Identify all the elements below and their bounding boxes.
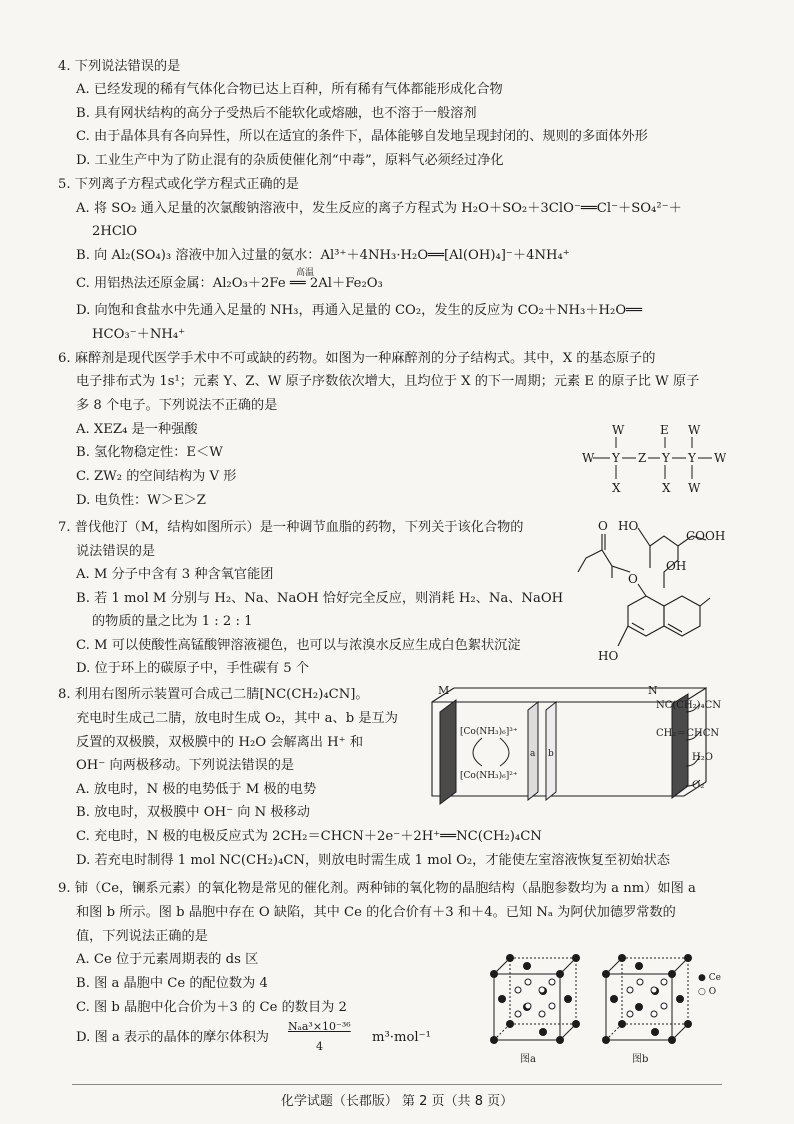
q5-option-b: B. 向 Al₂(SO₄)₃ 溶液中加入过量的氨水：Al³⁺＋4NH₃·H₂O══[Al(OH)₄]⁻＋4NH₄⁺ <box>76 248 570 263</box>
q6-option-c: C. ZW₂ 的空间结构为 V 形 <box>76 469 237 484</box>
atom-y-3: Y <box>688 451 696 465</box>
q4-option-d: D. 工业生产中为了防止混有的杂质使催化剂“中毒”，原料气必须经过净化 <box>76 153 504 168</box>
label-m: M <box>438 684 450 697</box>
q8-electrochemical-cell <box>424 682 744 812</box>
q9-crystal-cells <box>484 950 734 1068</box>
legend-ce: ● Ce <box>698 973 721 983</box>
label-o2: O₂ <box>692 780 705 791</box>
label-ho-top: HO <box>618 519 639 533</box>
q8-option-c: C. 充电时，N 极的电极反应式为 2CH₂＝CHCN＋2e⁻＋2H⁺══NC(CH₂)₄CN <box>76 829 542 844</box>
q8-stem-line4: OH⁻ 向两极移动。下列说法错误的是 <box>76 758 295 773</box>
q9-option-a: A. Ce 位于元素周期表的 ds 区 <box>76 952 259 967</box>
q8-option-a: A. 放电时，N 极的电势低于 M 极的电势 <box>76 782 317 797</box>
q4-option-a: A. 已经发现的稀有气体化合物已达上百种，所有稀有气体都能形成化合物 <box>76 82 503 97</box>
cycle-arrow-left <box>473 738 482 766</box>
cell-figure-a <box>490 954 580 1044</box>
q7-stem-line2: 说法错误的是 <box>76 544 156 559</box>
q6-structure-diagram <box>576 420 726 502</box>
q5-option-d-line2: HCO₃⁻＋NH₄⁺ <box>92 327 186 342</box>
legend-o: ○ O <box>698 987 717 997</box>
q9-option-d-denominator: 4 <box>316 1040 323 1053</box>
atom-w-top2: W <box>688 423 701 437</box>
label-ester-o: O <box>628 572 638 586</box>
atom-w-right: W <box>714 451 726 465</box>
q9-option-d-unit: m³·mol⁻¹ <box>372 1030 431 1045</box>
atom-y-1: Y <box>612 451 620 465</box>
q6-stem-line3: 多 8 个电子。下列说法不正确的是 <box>76 398 278 413</box>
q8-option-b: B. 放电时，双极膜中 OH⁻ 向 N 极移动 <box>76 805 310 820</box>
q9-stem-line3: 值，下列说法正确的是 <box>76 929 208 944</box>
atom-x-1: X <box>612 481 621 495</box>
q7-option-b-line2: 的物质的量之比为 1 : 2 : 1 <box>92 614 253 629</box>
q6-option-d: D. 电负性：W＞E＞Z <box>76 493 206 508</box>
q7-option-d: D. 位于环上的碳原子中，手性碳有 5 个 <box>76 661 310 676</box>
q9-option-d-numerator: Nₐa³×10⁻³⁶ <box>288 1020 351 1033</box>
q6-option-b: B. 氢化物稳定性：E＜W <box>76 445 223 460</box>
q4-stem: 4. 下列说法错误的是 <box>58 59 181 74</box>
q9-stem-line1: 9. 铈（Ce，镧系元素）的氧化物是常见的催化剂。两种铈的氧化物的晶胞结构（晶胞参数均为 a nm）如图 a <box>58 881 696 896</box>
label-n: N <box>648 684 658 697</box>
atom-z: Z <box>638 451 647 465</box>
label-adiponitrile: NC(CH₂)₄CN <box>656 700 721 711</box>
q5-option-a-line2: 2HClO <box>92 224 138 239</box>
atom-x-2: X <box>662 481 671 495</box>
q7-option-c: C. M 可以使酸性高锰酸钾溶液褪色，也可以与浓溴水反应生成白色絮状沉淀 <box>76 638 521 653</box>
caption-figure-b: 图b <box>632 1054 649 1065</box>
label-co2: [Co(NH₃)₆]²⁺ <box>460 771 518 781</box>
q8-stem-line1: 8. 利用右图所示装置可合成己二腈[NC(CH₂)₄CN]。 <box>58 687 369 702</box>
atom-w-top1: W <box>612 423 625 437</box>
q4-option-b: B. 具有网状结构的高分子受热后不能软化或熔融，也不溶于一般溶剂 <box>76 106 477 121</box>
atom-w-bottom: W <box>688 481 701 495</box>
label-h2o: H₂O <box>692 752 713 763</box>
atom-w-left: W <box>582 451 595 465</box>
q5-option-c-condition: 高温 <box>296 268 315 278</box>
atom-e-top: E <box>660 423 669 437</box>
label-carbonyl-o: O <box>598 519 608 533</box>
page-footer: 化学试题（长郡版） 第 2 页（共 8 页） <box>280 1094 514 1109</box>
q7-pravastatin-structure <box>568 510 738 672</box>
label-oh: OH <box>666 559 687 573</box>
q5-option-a-line1: A. 将 SO₂ 通入足量的次氯酸钠溶液中，发生反应的离子方程式为 H₂O＋SO₂＋3ClO⁻══Cl⁻＋SO₄²⁻＋ <box>76 201 682 216</box>
q9-option-b: B. 图 a 晶胞中 Ce 的配位数为 4 <box>76 976 268 991</box>
q8-option-d: D. 若充电时制得 1 mol NC(CH₂)₄CN，则放电时需生成 1 mol O₂，才能使左室溶液恢复至初始状态 <box>76 853 670 868</box>
label-ho-bottom: HO <box>598 649 619 663</box>
label-a: a <box>530 749 536 759</box>
label-cooh: COOH <box>686 529 726 543</box>
q5-option-d-line1: D. 向饱和食盐水中先通入足量的 NH₃，再通入足量的 CO₂，发生的反应为 CO₂＋NH₃＋H₂O══ <box>76 303 643 318</box>
q8-stem-line2: 充电时生成己二腈，放电时生成 O₂，其中 a、b 是互为 <box>76 711 398 726</box>
q6-stem-line2: 电子排布式为 1s¹；元素 Y、Z、W 原子序数依次增大，且均位于 X 的下一周期；元素 E 的原子比 W 原子 <box>76 374 700 389</box>
q7-option-a: A. M 分子中含有 3 种含氧官能团 <box>76 567 274 582</box>
q4-option-c: C. 由于晶体具有各向异性，所以在适宜的条件下，晶体能够自发地呈现封闭的、规则的多面体外形 <box>76 129 648 144</box>
atom-y-2: Y <box>662 451 670 465</box>
q5-stem: 5. 下列离子方程式或化学方程式正确的是 <box>58 177 299 192</box>
cycle-arrow-right <box>500 738 509 766</box>
footer-divider <box>72 1084 722 1085</box>
q6-stem-line1: 6. 麻醉剂是现代医学手术中不可或缺的药物。如图为一种麻醉剂的分子结构式。其中，X 的基态原子的 <box>58 351 656 366</box>
q6-option-a: A. XEZ₄ 是一种强酸 <box>76 422 198 437</box>
q9-stem-line2: 和图 b 所示。图 b 晶胞中存在 O 缺陷，其中 Ce 的化合价有＋3 和＋4。已知 Nₐ 为阿伏加德罗常数的 <box>76 905 676 920</box>
q9-option-c: C. 图 b 晶胞中化合价为＋3 的 Ce 的数目为 2 <box>76 1000 347 1015</box>
q8-stem-line3: 反置的双极膜，双极膜中的 H₂O 会解离出 H⁺ 和 <box>76 735 364 750</box>
cell-figure-b <box>602 954 692 1044</box>
q7-option-b-line1: B. 若 1 mol M 分别与 H₂、Na、NaOH 恰好完全反应，则消耗 H₂、Na、NaOH <box>76 591 564 606</box>
label-acrylonitrile: CH₂＝CHCN <box>656 728 720 739</box>
q5-option-c: C. 用铝热法还原金属：Al₂O₃＋2Fe ══ 2Al＋Fe₂O₃ <box>76 276 383 291</box>
label-b: b <box>548 749 554 759</box>
q7-stem-line1: 7. 普伐他汀（M，结构如图所示）是一种调节血脂的药物，下列关于该化合物的 <box>58 520 524 535</box>
electrode-m <box>440 700 456 804</box>
label-co3: [Co(NH₃)₆]³⁺ <box>460 727 518 737</box>
q9-option-d-prefix: D. 图 a 表示的晶体的摩尔体积为 <box>76 1030 269 1045</box>
caption-figure-a: 图a <box>520 1054 536 1065</box>
